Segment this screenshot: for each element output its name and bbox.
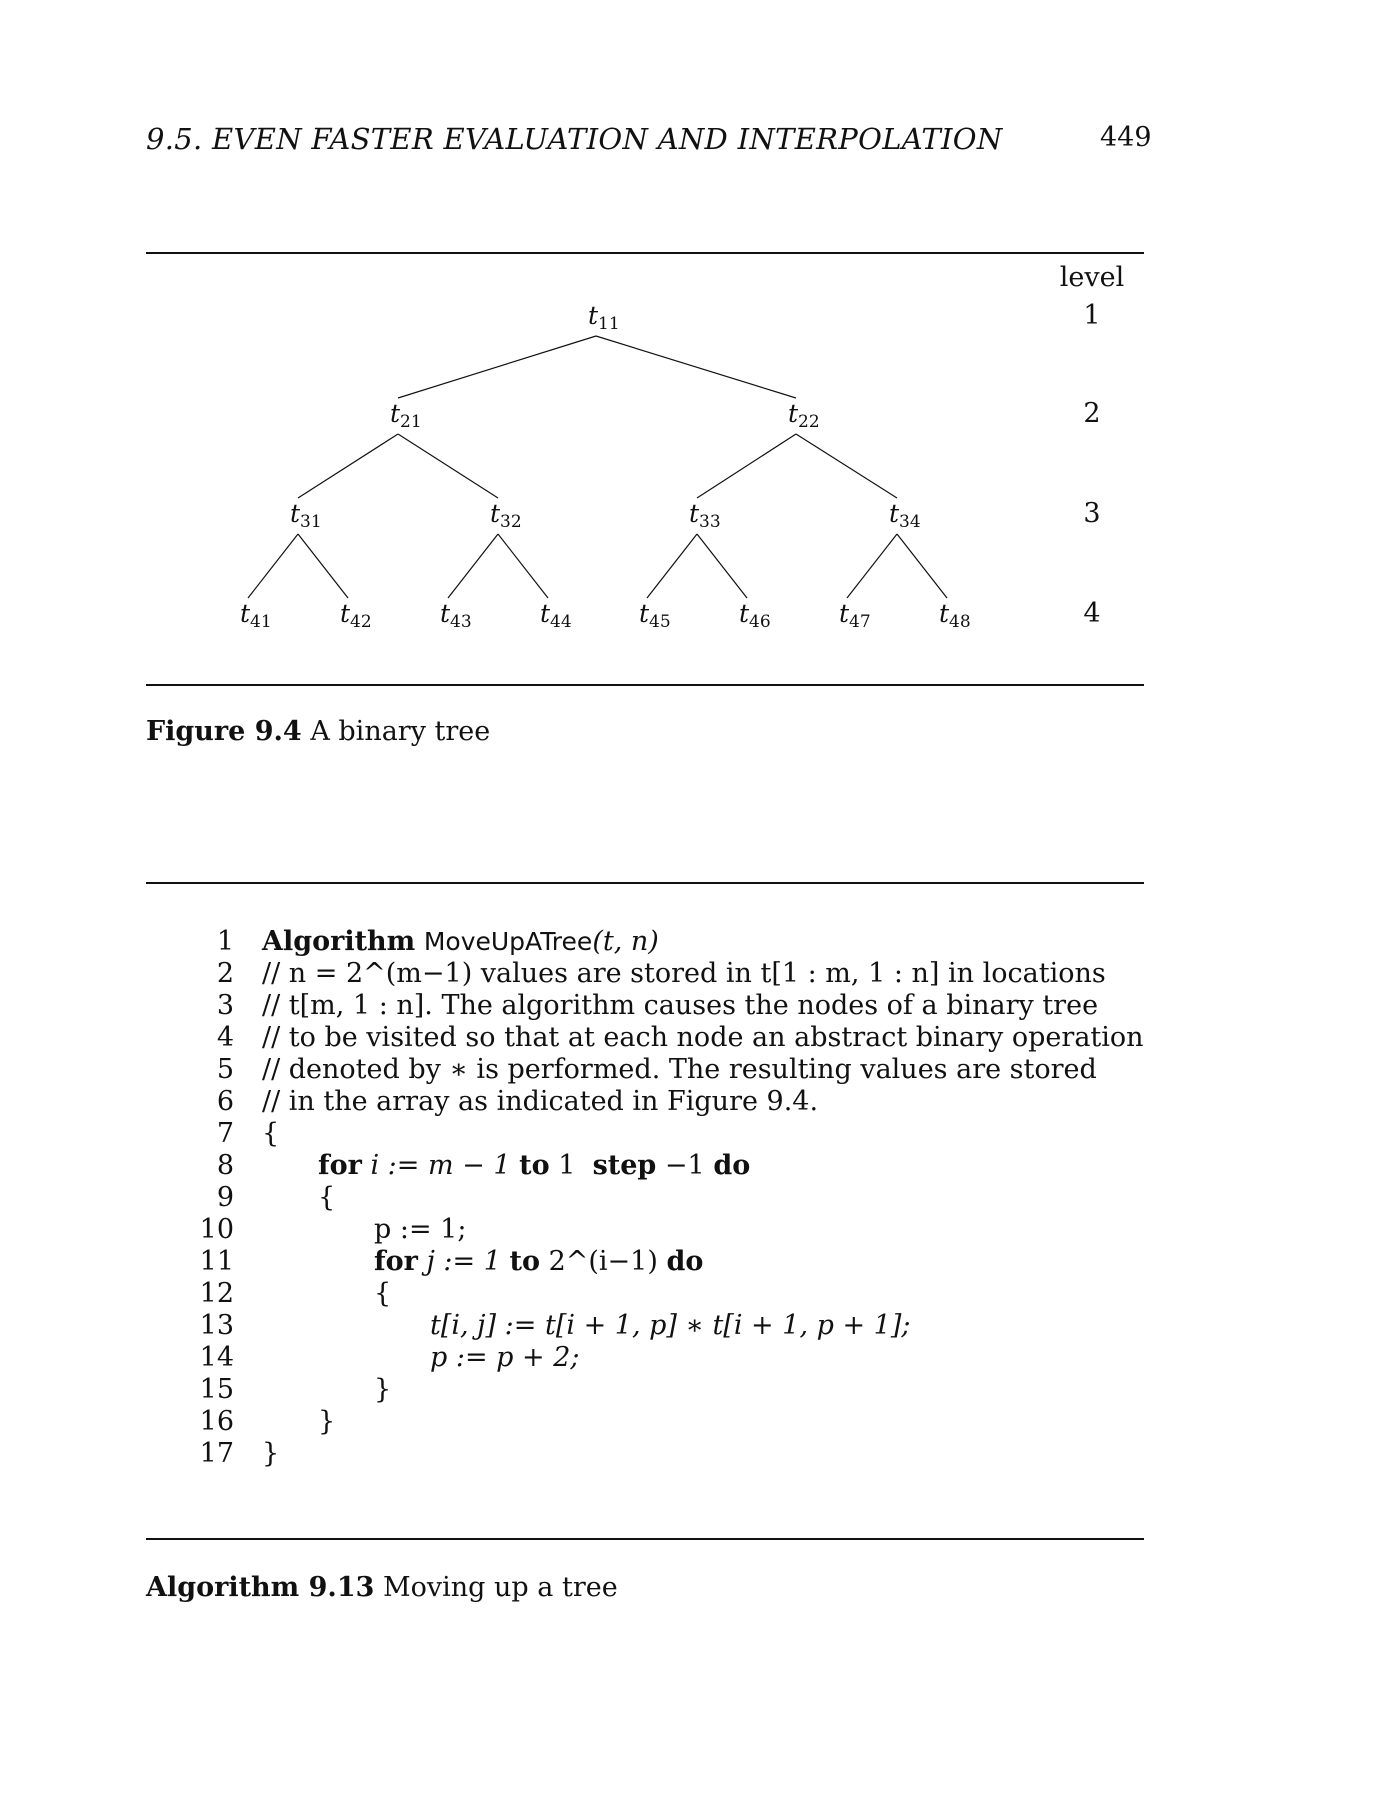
line-number: 5 <box>216 1054 234 1085</box>
algorithm-top-rule <box>146 882 1144 884</box>
close-brace: } <box>374 1374 392 1405</box>
line-number: 17 <box>199 1438 234 1469</box>
running-title: 9.5. EVEN FASTER EVALUATION AND INTERPOLATION <box>146 122 1003 156</box>
tree-node-t48: $t_{48}$ <box>939 599 971 632</box>
level-header: level <box>1059 262 1125 293</box>
level-number-3: 3 <box>1083 498 1101 529</box>
tree-node-t44: $t_{44}$ <box>540 599 572 632</box>
tree-node-t42: $t_{42}$ <box>340 599 372 632</box>
to-keyword: to <box>509 1246 540 1277</box>
tree-edge-t34-t47 <box>847 534 897 598</box>
tree-edge-t21-t32 <box>398 434 498 498</box>
line-number: 14 <box>199 1342 234 1373</box>
to-keyword: to <box>519 1150 550 1181</box>
page-number: 449 <box>1100 122 1152 153</box>
level-number-1: 1 <box>1083 300 1101 331</box>
tree-node-t45: $t_{45}$ <box>639 599 671 632</box>
comment: // t[m, 1 : n]. The algorithm causes the nodes of a binary tree <box>262 990 1099 1021</box>
loop-step: −1 <box>664 1150 705 1181</box>
tree-node-t34: $t_{34}$ <box>889 499 921 532</box>
tree-node-t22: $t_{22}$ <box>788 399 820 432</box>
figure-bottom-rule <box>146 684 1144 686</box>
tree-edge-t31-t41 <box>248 534 298 598</box>
algorithm-caption <box>146 1572 618 1603</box>
line-number: 10 <box>199 1214 234 1245</box>
tree-edge-t32-t43 <box>448 534 498 598</box>
tree-edge-t34-t48 <box>897 534 947 598</box>
line-number: 11 <box>199 1246 234 1277</box>
line-number: 6 <box>216 1086 234 1117</box>
line-number: 16 <box>199 1406 234 1437</box>
line-number: 13 <box>199 1310 234 1341</box>
tree-edge-t22-t34 <box>796 434 897 498</box>
open-brace: { <box>262 1118 280 1149</box>
line-number: 7 <box>216 1118 234 1149</box>
tree-edge-t32-t44 <box>498 534 548 598</box>
tree-edge-t33-t45 <box>647 534 697 598</box>
tree-edge-t11-t21 <box>398 336 596 398</box>
statement: p := 1; <box>374 1214 467 1245</box>
do-keyword: do <box>666 1246 704 1277</box>
line-number: 3 <box>216 990 234 1021</box>
algorithm-args: (t, n) <box>592 926 659 957</box>
tree-edge-t11-t22 <box>596 336 796 398</box>
line-number: 12 <box>199 1278 234 1309</box>
loop-bound: 1 <box>558 1150 576 1181</box>
tree-edge-t21-t31 <box>298 434 398 498</box>
tree-node-t33: $t_{33}$ <box>689 499 721 532</box>
comment: // in the array as indicated in Figure 9.4. <box>262 1086 819 1117</box>
loop-init: j := 1 <box>426 1246 501 1277</box>
statement: p := p + 2; <box>430 1342 580 1373</box>
level-number-2: 2 <box>1083 398 1101 429</box>
close-brace: } <box>262 1438 280 1469</box>
statement: t[i, j] := t[i + 1, p] ∗ t[i + 1, p + 1]; <box>430 1310 911 1341</box>
tree-node-t43: $t_{43}$ <box>440 599 472 632</box>
binary-tree-figure <box>146 254 1144 686</box>
line-number: 8 <box>216 1150 234 1181</box>
tree-edge-t22-t33 <box>697 434 796 498</box>
do-keyword: do <box>713 1150 751 1181</box>
figure-caption <box>146 716 490 747</box>
open-brace: { <box>318 1182 336 1213</box>
algorithm-name: MoveUpATree <box>423 927 593 956</box>
algorithm-caption-text: Moving up a tree <box>383 1572 618 1603</box>
close-brace: } <box>318 1406 336 1437</box>
algorithm-caption-label: Algorithm 9.13 <box>146 1572 375 1603</box>
tree-node-t41: $t_{41}$ <box>240 599 272 632</box>
tree-node-t46: $t_{46}$ <box>739 599 771 632</box>
comment: // to be visited so that at each node an abstract binary operation <box>262 1022 1144 1053</box>
loop-bound: 2^(i−1) <box>548 1246 658 1277</box>
comment: // denoted by ∗ is performed. The resulting values are stored <box>262 1054 1097 1085</box>
tree-node-t32: $t_{32}$ <box>490 499 522 532</box>
tree-node-t21: $t_{21}$ <box>390 399 422 432</box>
line-number: 9 <box>216 1182 234 1213</box>
tree-node-t47: $t_{47}$ <box>839 599 871 632</box>
algorithm-keyword: Algorithm <box>262 926 416 957</box>
level-number-4: 4 <box>1083 598 1101 629</box>
figure-caption-label: Figure 9.4 <box>146 716 302 747</box>
figure-caption-text: A binary tree <box>310 716 491 747</box>
algorithm-bottom-rule <box>146 1538 1144 1540</box>
tree-node-t31: $t_{31}$ <box>290 499 322 532</box>
for-keyword: for <box>374 1246 418 1277</box>
line-number: 4 <box>216 1022 234 1053</box>
step-keyword: step <box>592 1150 657 1181</box>
line-number: 15 <box>199 1374 234 1405</box>
comment: // n = 2^(m−1) values are stored in t[1 : m, 1 : n] in locations <box>262 958 1106 989</box>
tree-edge-t31-t42 <box>298 534 348 598</box>
loop-init: i := m − 1 <box>370 1150 511 1181</box>
tree-node-t11: $t_{11}$ <box>588 301 620 334</box>
line-number: 1 <box>216 926 234 957</box>
open-brace: { <box>374 1278 392 1309</box>
line-number: 2 <box>216 958 234 989</box>
tree-edge-t33-t46 <box>697 534 747 598</box>
for-keyword: for <box>318 1150 362 1181</box>
